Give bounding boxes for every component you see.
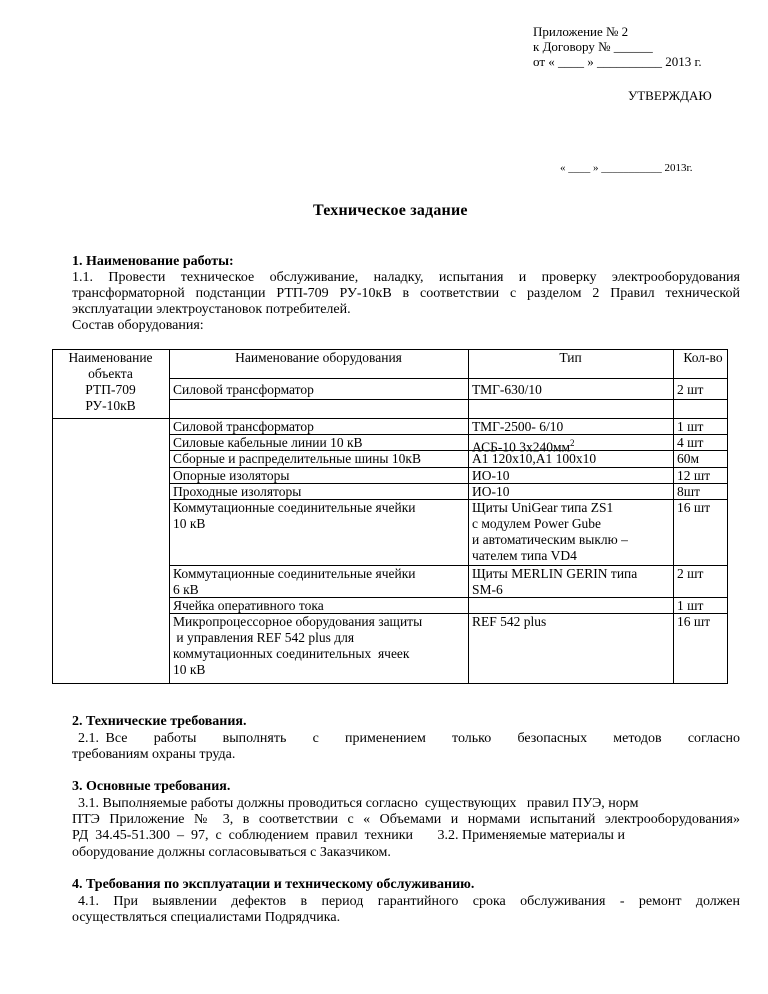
- row-type: ИО-10: [472, 468, 510, 483]
- row-type: АСБ-10 $3х240мм^2$: [472, 438, 575, 455]
- equipment-table: [52, 349, 728, 684]
- row-type: REF 542 plus: [472, 614, 547, 629]
- section-4-line: осуществляться специалистами Подрядчика.: [72, 910, 341, 925]
- row-type: Щиты UniGear типа ZS1 с модулем Power Gube и автоматическим выклю – чателем типа VD4: [472, 500, 628, 563]
- section-3-heading: 3. Основные требования.: [72, 779, 231, 794]
- table-border: [169, 378, 728, 379]
- row-equipment: Ячейка оперативного тока: [173, 598, 324, 613]
- row-qty: 1 шт: [677, 598, 704, 613]
- row-qty: 8шт: [677, 484, 701, 499]
- section-4-line: 4.1. При выявлении дефектов в период гарантийного срока обслуживания - ремонт должен: [78, 894, 740, 909]
- row-equipment: Микропроцессорное оборудования защиты и управления REF 542 plus для коммутационных соединительных ячеек 10 кВ: [173, 614, 423, 677]
- section-1-item-line: 1.1. Провести техническое обслуживание, наладку, испытания и проверку электрооборудования: [72, 270, 740, 285]
- section-4-heading: 4. Требования по эксплуатации и техническому обслуживанию.: [72, 877, 475, 892]
- row-qty: 60м: [677, 451, 700, 466]
- header-type: Тип: [559, 350, 582, 365]
- section-2-heading: 2. Технические требования.: [72, 714, 247, 729]
- table-border: [52, 418, 728, 419]
- header-equipment: Наименование оборудования: [235, 350, 402, 365]
- section-2-line: требованиям охраны труда.: [72, 747, 236, 762]
- row-qty: 4 шт: [677, 435, 704, 450]
- row-qty: 12 шт: [677, 468, 711, 483]
- section-1-item-line: эксплуатации электроустановок потребителей.: [72, 302, 351, 317]
- section-3-line: РД 34.45-51.300 – 97, с соблюдением правил техники 3.2. Применяемые материалы и: [72, 828, 625, 843]
- row-type: ТМГ-2500- 6/10: [472, 419, 564, 434]
- row-type: А1 120х10,А1 100х10: [472, 451, 597, 466]
- section-1-item-line: трансформаторной подстанции РТП-709 РУ-10кВ в соответствии с разделом 2 Правил технической: [72, 286, 740, 301]
- section-3-line: 3.1. Выполняемые работы должны проводиться согласно существующих правил ПУЭ, норм: [78, 796, 639, 811]
- row-qty: 16 шт: [677, 500, 711, 515]
- row-type: ТМГ-630/10: [472, 382, 542, 397]
- header-object: Наименование объекта: [68, 350, 153, 381]
- section-3-line: оборудование должны согласовываться с Заказчиком.: [72, 845, 391, 860]
- row-qty: 16 шт: [677, 614, 711, 629]
- row-equipment: Проходные изоляторы: [173, 484, 302, 499]
- document-title: Техническое задание: [313, 202, 468, 219]
- row-qty: 2 шт: [677, 566, 704, 581]
- appendix-line: к Договору № ______: [533, 39, 653, 54]
- table-border: [52, 683, 728, 684]
- row-equipment: Коммутационные соединительные ячейки 10 кВ: [173, 500, 416, 531]
- row-type: ИО-10: [472, 484, 510, 499]
- appendix-line: Приложение № 2: [533, 24, 629, 39]
- row-type: Щиты MERLIN GERIN типа SM-6: [472, 566, 638, 597]
- table-border: [169, 399, 728, 400]
- header-qty: Кол-во: [683, 350, 723, 365]
- row-equipment: Опорные изоляторы: [173, 468, 290, 483]
- row-equipment: Силовой трансформатор: [173, 419, 314, 434]
- row-equipment: Силовые кабельные линии 10 кВ: [173, 435, 363, 450]
- row-equipment: Силовой трансформатор: [173, 382, 314, 397]
- appendix-line: от « ____ » __________ 2013 г.: [533, 54, 702, 69]
- appendix-header: [533, 24, 702, 69]
- section-3-line: ПТЭ Приложение № 3, в соответствии с « Объемами и нормами испытаний электрооборудования»: [72, 812, 740, 827]
- approve-label: УТВЕРЖДАЮ: [628, 88, 712, 103]
- section-2-line: 2.1. Все работы выполнять с применением только безопасных методов согласно: [78, 731, 740, 746]
- row-equipment: Сборные и распределительные шины 10кВ: [173, 451, 421, 466]
- section-1-heading: 1. Наименование работы:: [72, 254, 234, 269]
- row-qty: 1 шт: [677, 419, 704, 434]
- row-qty: 2 шт: [677, 382, 704, 397]
- approve-date: « ____ » ___________ 2013г.: [560, 162, 693, 174]
- object-name: РТП-709 РУ-10кВ: [85, 382, 136, 413]
- row-equipment: Коммутационные соединительные ячейки 6 кВ: [173, 566, 416, 597]
- composition-label: Состав оборудования:: [72, 318, 204, 333]
